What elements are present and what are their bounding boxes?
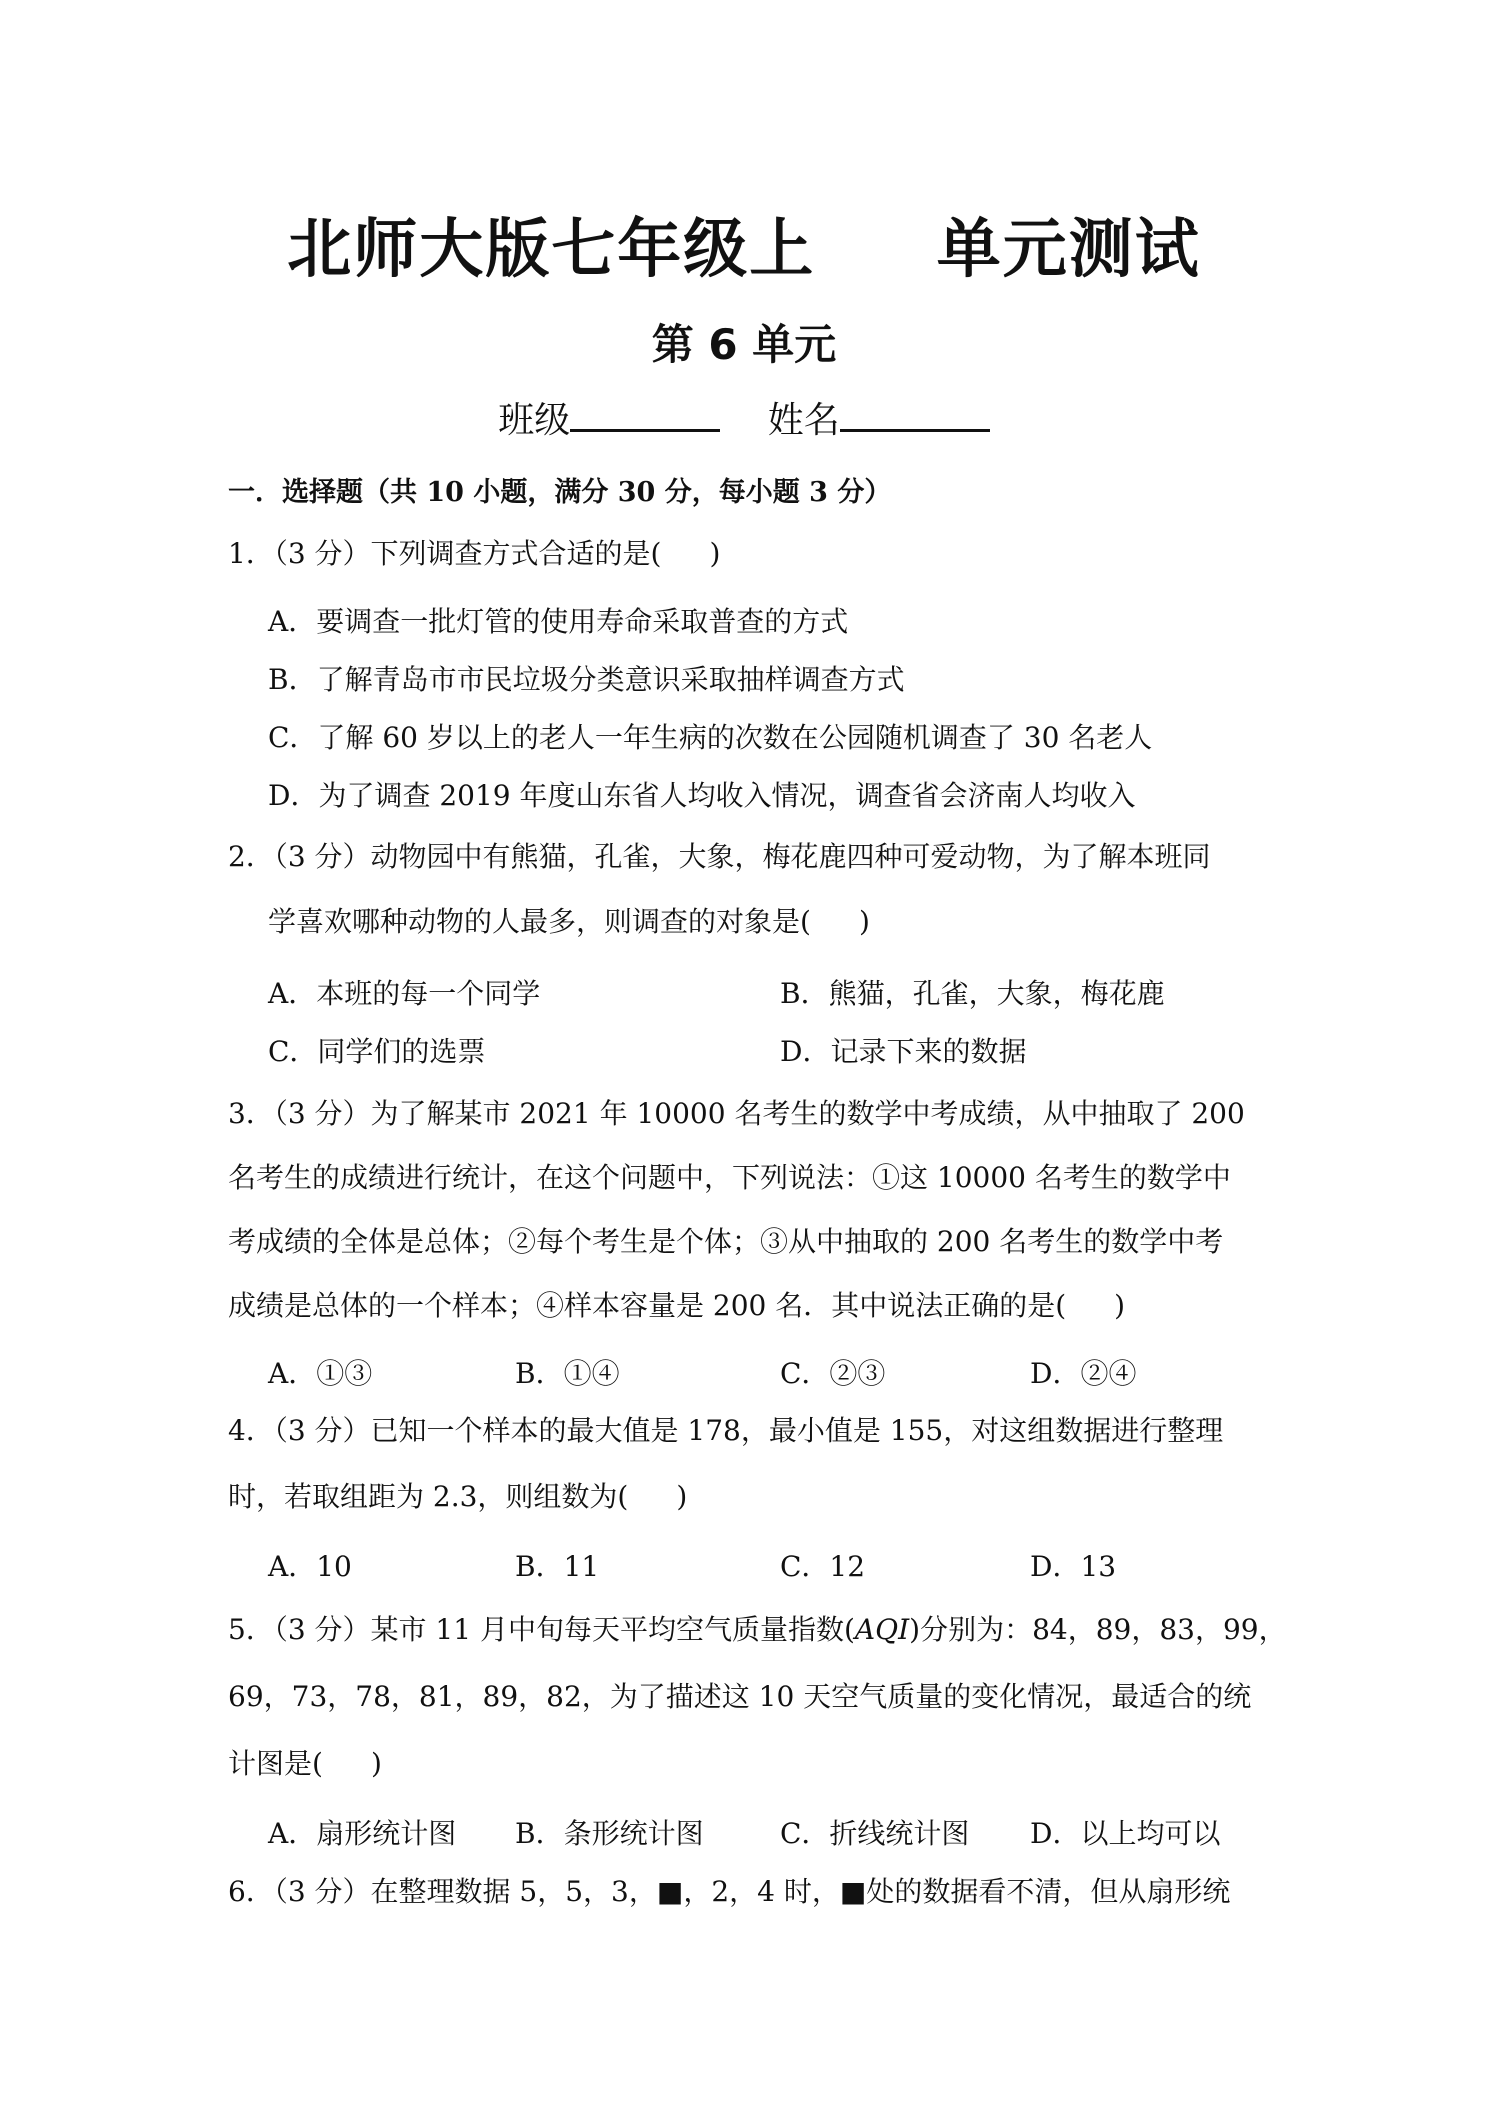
- class-label: 班级: [498, 400, 571, 441]
- aqi-abbreviation: AQI: [854, 1613, 910, 1646]
- answer-paren-close: ): [709, 537, 721, 570]
- question-4-option-c: C．12: [780, 1550, 866, 1583]
- question-2-option-b: B．熊猫，孔雀，大象，梅花鹿: [780, 977, 1165, 1010]
- answer-paren-close: ): [676, 1480, 688, 1513]
- question-4-stem-line-1: 4．（3 分）已知一个样本的最大值是 178，最小值是 155，对这组数据进行整理: [228, 1414, 1224, 1447]
- question-2-option-c: C．同学们的选票: [268, 1035, 486, 1068]
- name-class-bar: [0, 392, 1488, 443]
- question-5-option-d: D．以上均可以: [1030, 1817, 1221, 1850]
- answer-paren-close: ): [370, 1747, 382, 1780]
- question-1-option-d: D．为了调查 2019 年度山东省人均收入情况，调查省会济南人均收入: [268, 779, 1136, 812]
- question-5-option-b: B．条形统计图: [515, 1817, 704, 1850]
- question-4-stem-line-2: 时，若取组距为 2.3，则组数为( ): [228, 1480, 688, 1513]
- question-5-option-c: C．折线统计图: [780, 1817, 970, 1850]
- question-4-option-b: B．11: [515, 1550, 600, 1583]
- question-2-option-a: A．本班的每一个同学: [268, 977, 541, 1010]
- name-blank-field[interactable]: [840, 399, 990, 432]
- unit-subtitle: 第 6 单元: [651, 320, 837, 369]
- section-heading: 一．选择题（共 10 小题，满分 30 分，每小题 3 分）: [228, 477, 892, 508]
- answer-paren-close: ): [1114, 1289, 1126, 1322]
- question-3-option-c: C．②③: [780, 1357, 886, 1390]
- question-4-option-a: A．10: [268, 1550, 352, 1583]
- page-title: 北师大版七年级上 单元测试: [287, 213, 1201, 287]
- question-6-stem-line-1: 6．（3 分）在整理数据 5，5，3，■，2，4 时，■处的数据看不清，但从扇形统: [228, 1875, 1231, 1908]
- question-4-option-d: D．13: [1030, 1550, 1117, 1583]
- question-3-option-d: D．②④: [1030, 1357, 1137, 1390]
- question-1-option-b: B．了解青岛市市民垃圾分类意识采取抽样调查方式: [268, 663, 905, 696]
- question-1-text: 1．（3 分）下列调查方式合适的是(: [228, 537, 662, 570]
- question-1-option-a: A．要调查一批灯管的使用寿命采取普查的方式: [268, 605, 849, 638]
- question-5-stem-line-2: 69，73，78，81，89，82，为了描述这 10 天空气质量的变化情况，最适合的统: [228, 1680, 1252, 1713]
- question-3-stem-line-2: 名考生的成绩进行统计，在这个问题中，下列说法：①这 10000 名考生的数学中: [228, 1161, 1231, 1194]
- question-5-stem-line-3: 计图是( ): [228, 1747, 382, 1780]
- answer-paren-close: ): [858, 905, 870, 938]
- question-5-stem-line-1: 5．（3 分）某市 11 月中旬每天平均空气质量指数(AQI)分别为：84，89，83，99，: [228, 1613, 1287, 1646]
- question-2-stem-line-1: 2．（3 分）动物园中有熊猫，孔雀，大象，梅花鹿四种可爱动物，为了解本班同: [228, 840, 1211, 873]
- question-3-option-a: A．①③: [268, 1357, 373, 1390]
- question-5-option-a: A．扇形统计图: [268, 1817, 457, 1850]
- question-1-option-c: C．了解 60 岁以上的老人一年生病的次数在公园随机调查了 30 名老人: [268, 721, 1153, 754]
- question-3-stem-line-1: 3．（3 分）为了解某市 2021 年 10000 名考生的数学中考成绩，从中抽取了 200: [228, 1097, 1245, 1130]
- question-2-stem-line-2: 学喜欢哪种动物的人最多，则调查的对象是( ): [268, 905, 870, 938]
- name-label: 姓名: [767, 400, 840, 441]
- question-3-stem-line-3: 考成绩的全体是总体；②每个考生是个体；③从中抽取的 200 名考生的数学中考: [228, 1225, 1224, 1258]
- question-2-option-d: D．记录下来的数据: [780, 1035, 1027, 1068]
- question-1-stem: [228, 537, 721, 570]
- class-blank-field[interactable]: [570, 399, 720, 432]
- question-3-stem-line-4: 成绩是总体的一个样本；④样本容量是 200 名．其中说法正确的是( ): [228, 1289, 1126, 1322]
- question-3-option-b: B．①④: [515, 1357, 620, 1390]
